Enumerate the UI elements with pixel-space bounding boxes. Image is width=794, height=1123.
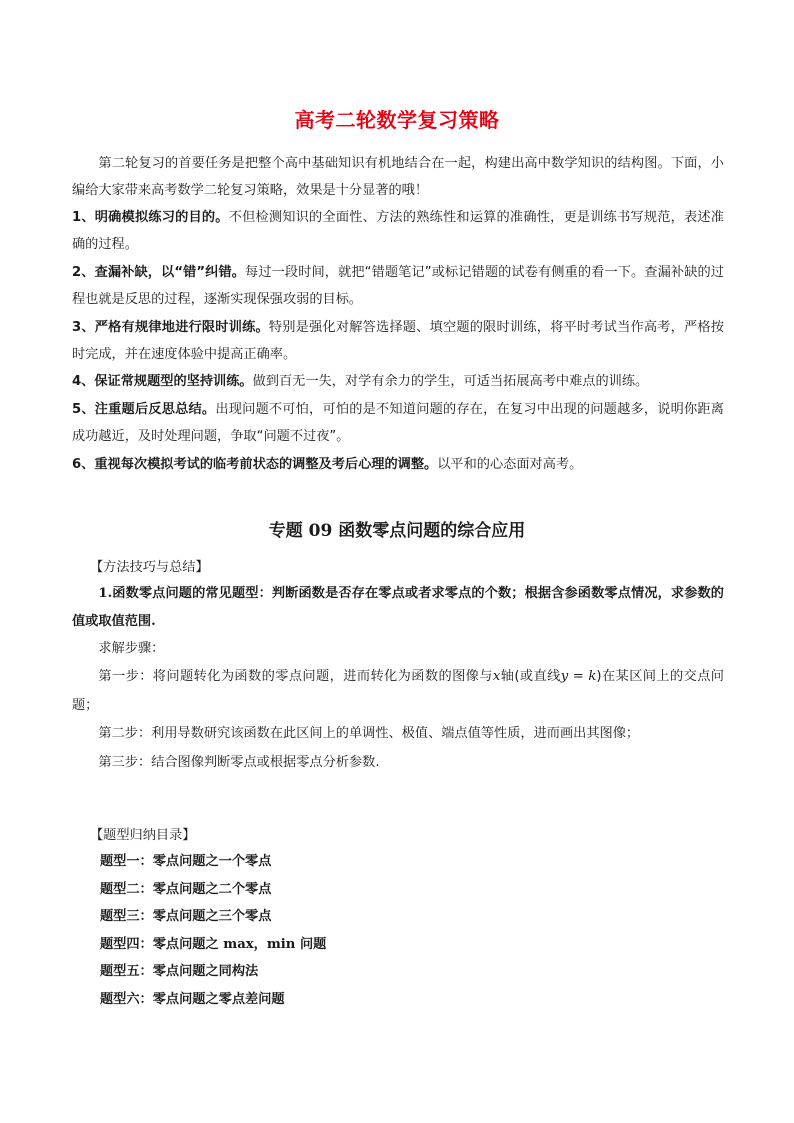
math-equation: y = k: [560, 668, 597, 684]
strategy-text: 特别是强化对解答选择题、填空题的限时训练，将平时考试当作高考，严格按时完成，并在速度体验中提高正确率。: [72, 319, 724, 363]
strategy-item: [72, 396, 724, 451]
strategy-item: [72, 451, 724, 478]
topic-title: 专题 09 函数零点问题的综合应用: [268, 521, 526, 541]
strategy-heading: 5、注重题后反思总结。: [72, 401, 216, 417]
steps-heading: 求解步骤：: [98, 641, 165, 657]
strategy-item: [72, 314, 724, 369]
strategy-item: [72, 259, 724, 314]
question-type-list: [100, 848, 326, 1014]
step-two: 第二步：利用导数研究该函数在此区间上的单调性、极值、端点值等性质，进而画出其图像；: [98, 726, 640, 742]
strategy-heading: 4、保证常规题型的坚持训练。: [72, 374, 253, 390]
strategy-text: 每过一段时间，就把“错题笔记”或标记错题的试卷有侧重的看一下。查漏补缺的过程也就是反思的过程，逐渐实现保强攻弱的目标。: [72, 264, 724, 308]
question-type-item: 题型四：零点问题之 max，min 问题: [100, 936, 327, 952]
method-section-heading: 【方法技巧与总结】: [90, 560, 209, 575]
types-section-heading: 【题型归纳目录】: [90, 828, 196, 843]
question-type-item: 题型二：零点问题之二个零点: [100, 881, 272, 897]
step-one: 第一步：将问题转化为函数的零点问题，进而转化为函数的图像与x轴(或直线y = k)在某区间上的交点问题；: [72, 668, 724, 713]
intro-paragraph: 第二轮复习的首要任务是把整个高中基础知识有机地结合在一起，构建出高中数学知识的结构图。下面，小编给大家带来高考数学二轮复习策略，效果是十分显著的哦！: [72, 156, 724, 199]
page-title: 高考二轮数学复习策略: [294, 108, 500, 132]
strategy-list: [72, 204, 724, 478]
strategy-heading: 2、查漏补缺，以“错”纠错。: [72, 264, 246, 280]
strategy-text: 不但检测知识的全面性、方法的熟练性和运算的准确性，更是训练书写规范，表述准确的过程。: [72, 210, 724, 253]
step-three: 第三步：结合图像判断零点或根据零点分析参数.: [98, 755, 380, 771]
strategy-heading: 3、严格有规律地进行限时训练。: [72, 319, 269, 335]
method-section: [72, 580, 724, 778]
question-type-item: 题型六：零点问题之零点差问题: [100, 991, 285, 1007]
strategy-item: [72, 368, 724, 395]
strategy-item: [72, 204, 724, 259]
math-x: x: [492, 668, 501, 684]
strategy-heading: 6、重视每次模拟考试的临考前状态的调整及考后心理的调整。: [72, 456, 438, 472]
strategy-text: 以平和的心态面对高考。: [437, 456, 583, 472]
strategy-text: 做到百无一失，对学有余力的学生，可适当拓展高考中难点的训练。: [252, 374, 649, 390]
strategy-heading: 1、明确模拟练习的目的。: [72, 210, 229, 225]
question-type-item: 题型五：零点问题之同构法: [100, 964, 259, 980]
method-rule: 1.函数零点问题的常见题型：判断函数是否存在零点或者求零点的个数；根据含参函数零点情况，求参数的值或取值范围.: [72, 586, 724, 629]
question-type-item: 题型一：零点问题之一个零点: [100, 854, 272, 869]
question-type-item: 题型三：零点问题之三个零点: [100, 909, 272, 925]
strategy-text: 出现问题不可怕，可怕的是不知道问题的存在，在复习中出现的问题越多，说明你距离成功越近，及时处理问题，争取“问题不过夜”。: [72, 401, 724, 445]
